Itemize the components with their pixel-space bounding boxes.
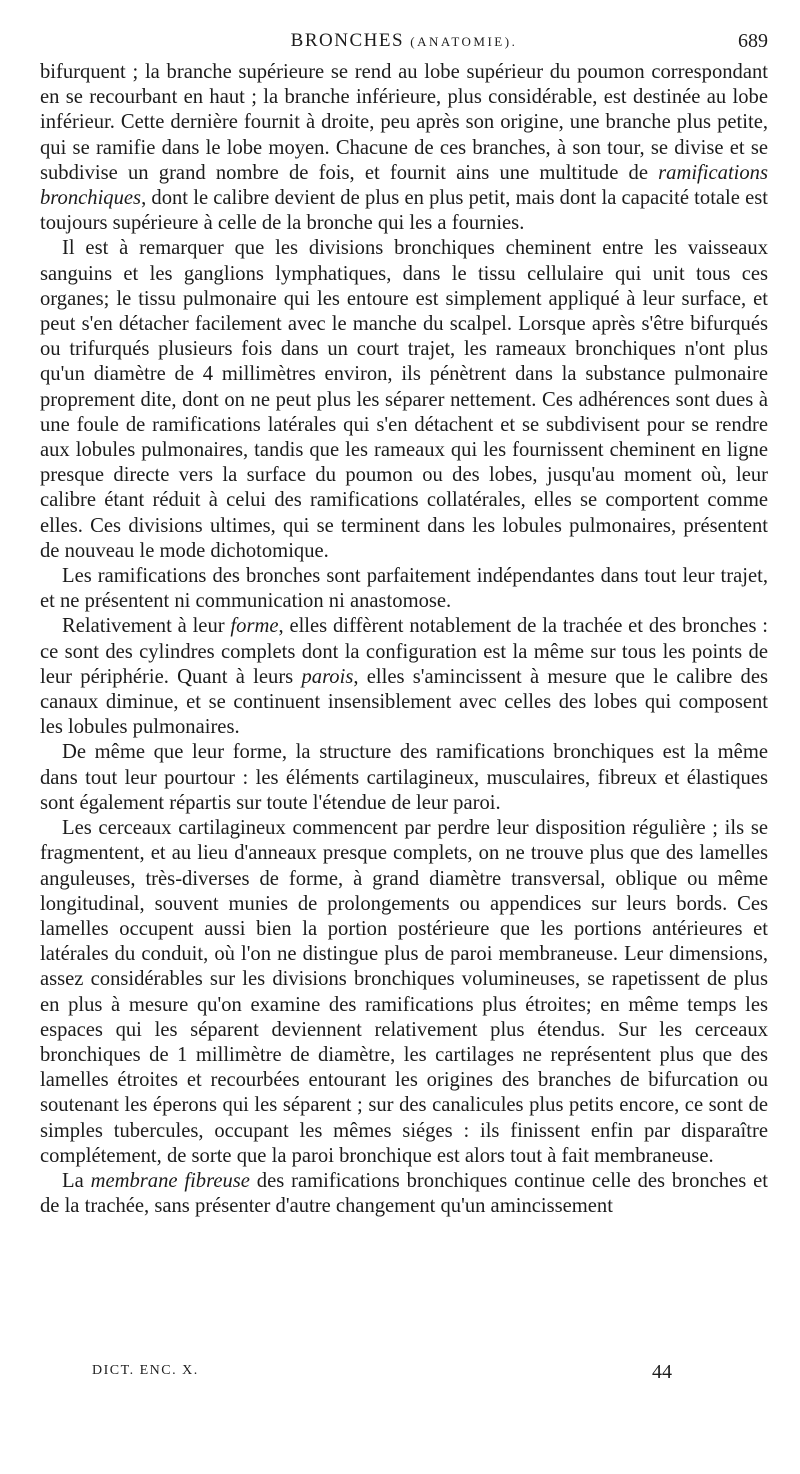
paragraph [40, 740, 768, 816]
page-footer [40, 1361, 768, 1387]
text-run: Il est à remarquer que les divisions bronchiques cheminent entre les vaisseaux sanguins et les ganglions lymphatiques, dans le tissu cellulaire qui unit tous ces organes; le tissu pulmonaire qui les entoure est simplement appliqué à leur surface, et peut s'en détacher facilement avec le manche du scalpel. Lorsque après s'être bifurqués ou trifurqués plusieurs fois dans un court trajet, les rameaux bronchiques n'ont plus qu'un diamètre de 4 millimètres environ, ils pénètrent dans la substance pulmonaire proprement dite, dont on ne peut plus les séparer nettement. Ces adhérences sont dues à une foule de ramifications latérales qui s'en détachent et se subdivisent pour se rendre aux lobules pulmonaires, tandis que les rameaux qui les fournissent cheminent en ligne presque directe vers la surface du poumon ou des lobes, jusqu'au moment où, leur calibre étant réduit à celui des ramifications collatérales, elles se comportent comme elles. Ces divisions ultimes, qui se terminent dans les lobules pulmonaires, présentent de nouveau le mode dichotomique. [40, 237, 768, 562]
text-run: Les cerceaux cartilagineux commencent par perdre leur disposition régulière ; ils se fragmentent, et au lieu d'anneaux presque complets, on ne trouve plus que des lamelles anguleuses, très-diverses de forme, à grand diamètre transversal, oblique ou même longitudinal, souvent munies de prolongements ou appendices sur leurs bords. Ces lamelles occupent aussi bien la portion postérieure que les portions antérieures et latérales du conduit, où l'on ne distingue plus de paroi membraneuse. Leur dimensions, assez considérables sur les divisions bronchiques volumineuses, se rapetissent de plus en plus à mesure qu'on examine des ramifications plus étroites; en même temps les espaces qui les séparent deviennent relativement plus étendus. Sur les cerceaux bronchiques de 1 millimètre de diamètre, les cartilages ne représentent plus que des lamelles étroites et recourbées entourant les origines des branches de bifurcation ou soutenant les éperons qui les séparent ; sur des canalicules plus petits encore, ce sont de simples tubercules, occupant les mêmes siéges : ils finissent enfin par disparaître complétement, de sorte que la paroi bronchique est alors tout à fait membraneuse. [40, 817, 768, 1167]
text-run: , dont le calibre devient de plus en plus petit, mais dont la capacité totale est toujours supérieure à celle de la bronche qui les a fournies. [40, 187, 768, 235]
footer-sheet-number: 44 [652, 1361, 672, 1383]
text-run: Les ramifications des bronches sont parfaitement indépendantes dans tout leur trajet, et ne présentent ni communication ni anastomose. [40, 565, 768, 613]
italic-term: forme [230, 615, 279, 638]
paragraph [40, 816, 768, 1169]
italic-term: membrane fibreuse [90, 1169, 250, 1192]
text-run: , elles s'amincissent à mesure que le calibre des canaux diminue, et se continuent insensiblement avec celles des lobes qui composent les lobules pulmonaires. [40, 665, 768, 739]
body-text [40, 60, 768, 1219]
running-title-subtitle: (ANATOMIE). [410, 34, 518, 49]
paragraph [40, 614, 768, 740]
text-run: , elles diffèrent notablement de la trachée et des bronches : ce sont des cylindres complets dont la configuration est la même sur tous les points de leur périphérie. Quant à leurs [40, 615, 768, 688]
page-number: 689 [738, 30, 768, 52]
text-run: bifurquent ; la branche supérieure se rend au lobe supérieur du poumon correspondant en se recourbant en haut ; la branche inférieure, plus considérable, est destinée au lobe inférieur. Cette dernière fournit à droite, peu après son origine, une branche plus petite, qui se ramifie dans le lobe moyen. Chacune de ces branches, à son tour, se divise et se subdivise un grand nombre de fois, et fournit ains une multitude de [40, 61, 768, 184]
running-title-main: BRONCHES [290, 30, 405, 51]
paragraph [40, 564, 768, 614]
italic-term: ramifications bronchiques [40, 161, 768, 210]
text-run: des ramifications bronchiques continue celle des bronches et de la trachée, sans présenter d'autre changement qu'un amincissement [40, 1169, 768, 1218]
running-head [40, 30, 768, 58]
text-run: De même que leur forme, la structure des ramifications bronchiques est la même dans tout leur pourtour : les éléments cartilagineux, musculaires, fibreux et élastiques sont également répartis sur toute l'étendue de leur paroi. [40, 741, 768, 814]
text-run: Relativement à leur [62, 615, 231, 638]
running-title [40, 30, 768, 52]
paragraph [40, 236, 768, 564]
footer-signature: DICT. ENC. X. [92, 1363, 199, 1378]
text-run: La [62, 1169, 91, 1192]
paragraph [40, 60, 768, 236]
italic-term: parois [301, 665, 354, 688]
paragraph [40, 1169, 768, 1219]
